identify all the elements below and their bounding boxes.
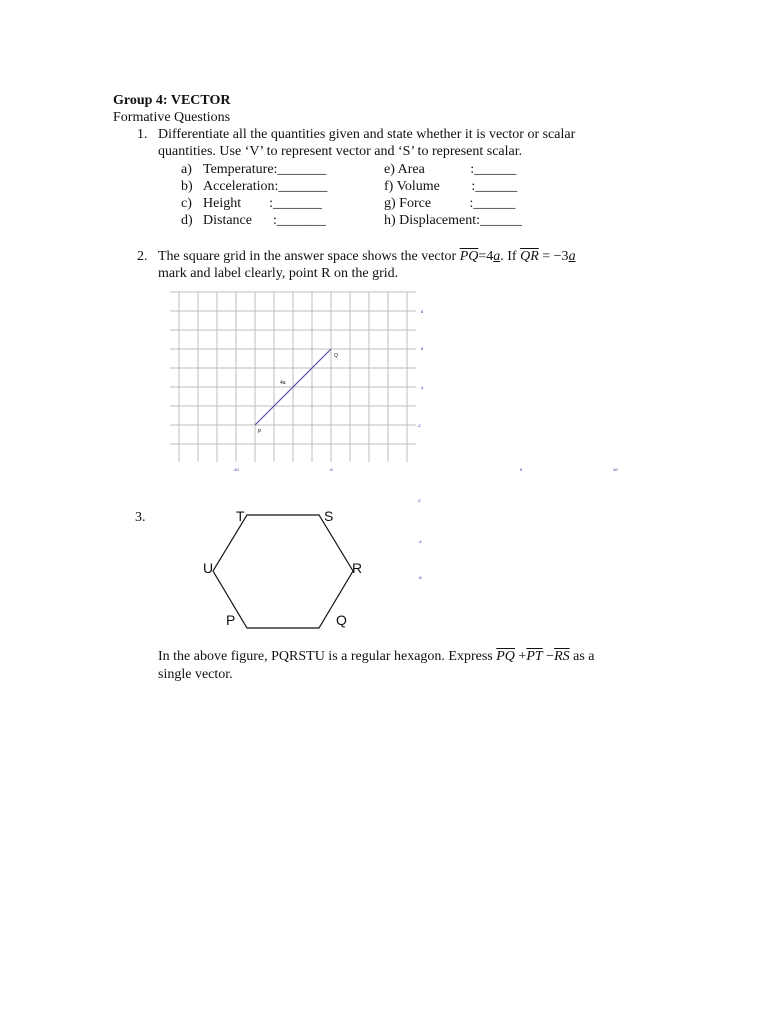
vector-a-symbol-2: a: [568, 249, 576, 264]
question-3-text-line1: [158, 648, 595, 665]
q1-item-d: Distance :_______: [203, 213, 326, 228]
q3-text-b: as a: [573, 649, 595, 664]
document-title: Group 4: VECTOR: [113, 93, 231, 108]
question-1-text-line2: quantities. Use ‘V’ to represent vector and ‘S’ to represent scalar.: [158, 144, 523, 159]
axis-tick-label: -2: [417, 498, 421, 503]
q2-eq1: =4: [478, 249, 494, 264]
axis-tick-label: 4: [421, 385, 424, 390]
q2-text-b: . If: [500, 249, 517, 264]
question-2-text-line1: [158, 248, 576, 265]
q1-item-b: Acceleration:_______: [203, 179, 328, 194]
vector-4a-label: 4a: [280, 380, 286, 386]
vertex-q-label: Q: [336, 612, 347, 628]
question-2-number: 2.: [137, 249, 148, 264]
vertex-t-label: T: [236, 508, 245, 524]
q3-op2: −: [546, 649, 555, 664]
hexagon-figure: [195, 503, 370, 633]
q2-text-a: The square grid in the answer space shows the vector: [158, 249, 457, 264]
q1-item-c-tag: c): [181, 196, 192, 211]
question-3-text-line2: single vector.: [158, 667, 233, 682]
q1-item-c: Height :_______: [203, 196, 322, 211]
q1-item-h: h) Displacement:______: [384, 213, 523, 228]
vector-pt: $\overline{PT}$: [526, 649, 543, 664]
q1-item-g: g) Force :______: [384, 196, 516, 211]
vector-pq: $\overline{PQ}$: [459, 249, 479, 264]
axis-tick-label: 6: [421, 346, 424, 351]
axis-tick-label: -6: [418, 575, 422, 580]
answer-grid-figure: [160, 288, 640, 508]
vector-qr: $\overline{QR}$: [520, 249, 539, 264]
vertex-p-label: P: [226, 612, 236, 628]
document-subtitle: Formative Questions: [113, 110, 231, 125]
axis-tick-label: -4: [418, 539, 422, 544]
q1-item-d-tag: d): [181, 213, 193, 228]
vertex-r-label: R: [352, 560, 363, 576]
q1-item-a: Temperature:_______: [203, 162, 327, 177]
stray-axis-ticks: [410, 530, 440, 585]
question-1-number: 1.: [137, 127, 148, 142]
vertex-s-label: S: [324, 508, 334, 524]
axis-tick-label: -10: [233, 467, 239, 472]
axis-tick-label: 5: [520, 467, 523, 472]
axis-tick-label: 8: [421, 309, 424, 314]
vertex-u-label: U: [203, 560, 214, 576]
axis-tick-label: 10: [613, 467, 618, 472]
point-q-label: Q: [334, 353, 338, 359]
q1-item-f: f) Volume :______: [384, 179, 518, 194]
q1-item-e: e) Area :______: [384, 162, 517, 177]
bottom-axis-ticks: [233, 467, 618, 472]
grid-lines: [170, 292, 416, 462]
q3-op1: +: [518, 649, 527, 664]
axis-tick-label: -2: [417, 423, 421, 428]
point-p-label: P: [258, 429, 262, 435]
vector-a-symbol: a: [493, 249, 501, 264]
q2-eq2: = −3: [542, 249, 569, 264]
q1-item-a-tag: a): [181, 162, 192, 177]
question-2-text-line2: mark and label clearly, point R on the grid.: [158, 266, 399, 281]
question-1-text-line1: Differentiate all the quantities given and state whether it is vector or scalar: [158, 127, 576, 142]
vector-rs: $\overline{RS}$: [554, 649, 570, 664]
q3-text-a: In the above figure, PQRSTU is a regular hexagon. Express: [158, 649, 493, 664]
question-3-number: 3.: [135, 510, 146, 525]
axis-tick-label: -5: [329, 467, 333, 472]
right-axis-ticks: [417, 309, 424, 503]
q1-item-b-tag: b): [181, 179, 193, 194]
vector-pq-q3: $\overline{PQ}$: [496, 649, 515, 664]
